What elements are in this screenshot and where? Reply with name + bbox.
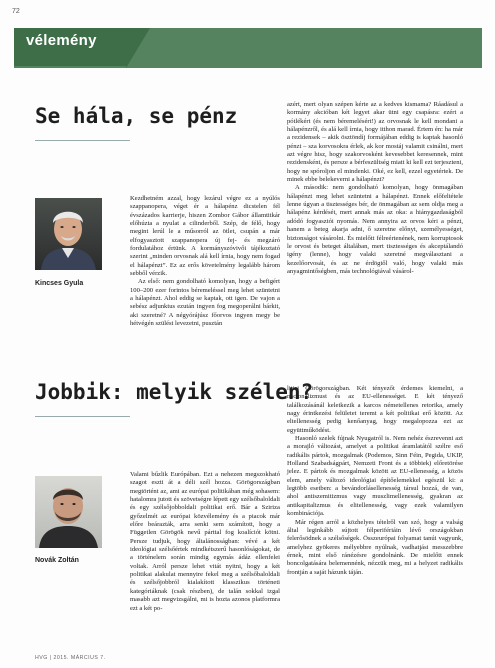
section-label: vélemény bbox=[26, 32, 97, 49]
title-underline bbox=[35, 416, 130, 417]
page-footer: HVG | 2015. MÁRCIUS 7. bbox=[35, 655, 106, 661]
author-name: Novák Zoltán bbox=[35, 557, 79, 564]
paragraph: litiai Görögországban. Két tényezőt érdemes kiemelni, a nacionalizmust és az EU-ellenességet. E két tényező találkozásánál keletkezik a karcos németellenes retorika, amely nagy érintkezési felületet teremt a két politikai erő között. Az eltellenesség pedig kenőanyag, hogy megalopozza ezt az együttműködést. bbox=[287, 385, 463, 434]
page-number: 72 bbox=[12, 8, 20, 15]
article-title: Jobbik: melyik szélen? bbox=[35, 380, 314, 404]
article-column-2 bbox=[287, 385, 463, 577]
portrait-image bbox=[35, 476, 102, 548]
section-tab-fold bbox=[126, 28, 150, 68]
paragraph: A második: nem gondolható komolyan, hogy önmagában hálapénzt meg lehet szüntetni a hálapénzt. Ennek előfeltétele lenne úgyan a tisztességes bér, de önmagában az sem oldja meg a hálapénz kérdését, mert annak más az oka: a hiánygazdaságból adódó fogyasztói nyomás. Nem annyira az orvos kéri a pénzt, hanem a beteg akarja adni, ő szeretne előnyt, személyességet, biztonságot vásárolni. És mielőtt félreértenének, nem korruptosok le orvost és beteget általában, mert tisztességes és akceptálandó igény (lenne), hogy valaki szeretné megválasztani a kezelőorvosát, és az ne érdögtől való, hogy valaki más anyagmintőségben, más technológiával vásárol- bbox=[287, 184, 463, 275]
article-column-1 bbox=[130, 195, 280, 329]
paragraph: Kezdhetném azzal, hogy lezárul végre ez a nyúlós szappanopera, véget ér a hálapénz dicstelen fél évszázados karrierje, hiszen Zombor Gábor államtitkár előhúzta a nyulat a cilinderből. Szép, de félő, hogy megint lerúl le a műsorról az ötlet, csupán a már elfogyasztott szappanopera új fej- és megzáró fordulatához értünk. A kormányszóvivői tájékoztató szerint „minden orvosnak alá kell írnia, hogy nem fogad el hálapénzt”. Ez az erős követelmény legalább három sebből vérzik. bbox=[130, 195, 280, 278]
paragraph: Valami bűzlik Európában. Ezt a nehezen megszokható szagot eszti át a déli szél hozza. Görögországban megtörtént az, ami az európai politikában még sohasem: hatalomra jutott és szövetségre lépett egy szélsőbaloldali és egy szélsőjobboldali politikai erő. Bár a Sziriza győzelmét az európai közvélemény és a piacok már előre beárazták, arra senki sem számított, hogy a Független Görögök nevű párttal fog koalíciót kötni. Persze tudjuk, hogy általánosságban: vévé a két ideológiai szélsőértek mindkétszerű hasonlóságokat, de a történelem során mindig egymás ádáz ellenfelei voltak. Arról persze lehet vitát nyitni, hogy a két politikai alakulat mennyire fekel meg a szélsőbaloldali és szélsőjobbról kialakított klasszikus történeti kategóriáknak (csak részben), de talán sokkal izgal masabb azt megvizsgálni, mi is hozta azonos platformra ezt a két po- bbox=[130, 471, 280, 612]
article-title: Se hála, se pénz bbox=[35, 104, 238, 128]
author-photo bbox=[35, 198, 102, 270]
article-column-1 bbox=[130, 471, 280, 613]
paragraph: Már régen arról a közhelyes tételről van szó, hogy a valság által leginkább sújtott félperifériáin lévő országokban felerősödnek a szélsőségek. Összeurópai folyamat tanúi vagyunk, amelyhez gyökeres mélyebbre nyúlnak, vadhatjási messzebbre érnek, mint első ránézésre gondolnánk. De mielőtt ennek boncolgatására belemennénk, nézzük meg, mi a helyzet radikális frontján a saját házunk táján. bbox=[287, 518, 463, 576]
title-underline bbox=[35, 140, 130, 141]
author-name: Kincses Gyula bbox=[35, 280, 84, 287]
paragraph: Az első: nem gondolható komolyan, hogy a befigért 100–200 ezer forintos béremeléssel meg lehet szüntetni a hálapénzt. Ahol eddig se kaptak, ott igen. De vajon a sebész adjunktus ezután ingyen fog megoperálni bárkit, aki szeretné? A négyórájúsz főorvos ingyen megy be hétvégén szülést levezetni, pusztán bbox=[130, 278, 280, 328]
paragraph: Hasonló szelek fújnak Nyugatról is. Nem nehéz észrevenni azt a morajló változást, amelyet a politikai áramlatától szélre eső radikális pártok, mozgalmak (Podemos, Sinn Féin, Pegida, UKIP, Holland Szabadságpárt, Nemzeti Front és a többiek) előretörése jelez. E pártok és mozgalmak között az EU-ellenesség, a közös elem, amely változó ideológiai építőelemekkel egészül ki: a legtöbb esetben: a bevándorlásellenesség társul hozzá, de van, ahol antiszemitizmus vagy muszlimellenesség, gyakran az antikapitalizmus és elitellenesség, vagy ezek valamilyen kombinációja. bbox=[287, 435, 463, 518]
author-photo bbox=[35, 476, 102, 548]
portrait-image bbox=[35, 198, 102, 270]
paragraph: azért, mert olyan szépen kérte az a kedves kismama? Ráadásul a kormány akcióban két legyet akar ütni egy csapásra: ezért a pótlékért (és nem béremelésért!) az orvosnak le kell mondani a hálapénzről, és alá kell írnia, hogy itthon marad. Értem én: ha már a rezidensek – akik ösztöndíj formájában eddig is kaptak hasonló pénzt – sza korvosokra érlek, ak kor mostáj valamit csinálni, mert azt végre hisz, hogy szakorvosként kevesebbet keresennek, mint rezidensként, és persze a bérfeszültség miatt ki kell ezt terjeszteni, hogy ne spóroljon el mindenki. Oké, ez kell, ezzel egyetértek. De minek ebbe belekeverni a hálapénzt? bbox=[287, 101, 463, 184]
article-column-2 bbox=[287, 101, 463, 276]
